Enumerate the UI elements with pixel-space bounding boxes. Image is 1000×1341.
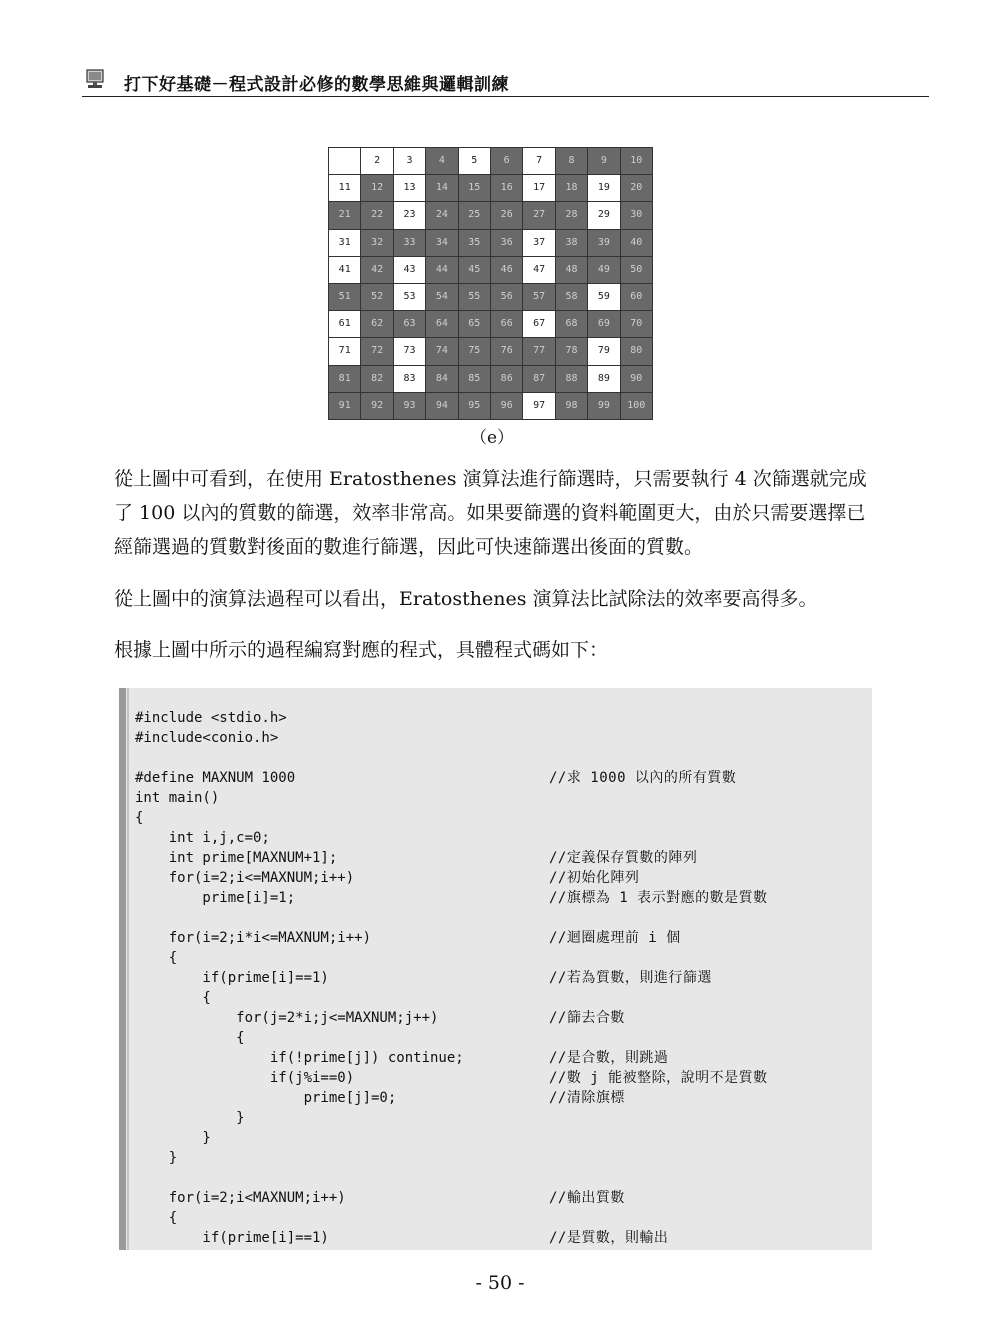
sieve-cell-composite: 90 [621,366,653,393]
code-text: for(j=2*i;j<=MAXNUM;j++) [135,1010,439,1026]
sieve-cell-composite: 32 [361,230,393,257]
sieve-cell-prime: 73 [394,338,426,365]
code-line [135,728,865,748]
paragraph-comparison: 從上圖中的演算法過程可以看出，Eratosthenes 演算法比試除法的效率要高得多。 [114,588,818,610]
code-comment: //輸出質數 [549,1190,625,1206]
sieve-cell-prime: 47 [523,257,555,284]
sieve-cell-prime: 2 [361,148,393,175]
sieve-cell-composite: 18 [556,175,588,202]
sieve-cell-prime: 13 [394,175,426,202]
code-text: for(i=2;i<=MAXNUM;i++) [135,870,355,886]
code-line [135,828,865,848]
sieve-cell-composite: 48 [556,257,588,284]
sieve-cell-composite: 16 [491,175,523,202]
sieve-cell-prime: 89 [588,366,620,393]
sieve-cell-composite: 35 [459,230,491,257]
sieve-cell-composite: 45 [459,257,491,284]
sieve-cell-composite: 15 [459,175,491,202]
code-comment: //旗標為 1 表示對應的數是質數 [549,890,768,906]
code-line [135,968,865,988]
code-comment: //迴圈處理前 i 個 [549,930,681,946]
code-text: if(prime[i]==1) [135,1230,329,1246]
code-comment: //是合數，則跳過 [549,1050,669,1066]
figure-caption: （e） [470,428,515,448]
code-text: if(prime[i]==1) [135,970,329,986]
code-line [135,1188,865,1208]
sieve-cell-composite: 27 [523,202,555,229]
sieve-cell-composite: 86 [491,366,523,393]
code-text: prime[j]=0; [135,1090,397,1106]
code-text: { [135,990,211,1006]
sieve-cell-composite: 96 [491,393,523,420]
code-comment: //清除旗標 [549,1090,625,1106]
sieve-cell-composite: 69 [588,311,620,338]
sieve-cell-prime: 5 [459,148,491,175]
code-text: for(i=2;i<MAXNUM;i++) [135,1190,346,1206]
sieve-cell-prime: 37 [523,230,555,257]
sieve-cell-composite: 38 [556,230,588,257]
sieve-cell-prime: 61 [329,311,361,338]
sieve-cell-composite: 63 [394,311,426,338]
code-line [135,1148,865,1168]
code-line [135,1028,865,1048]
sieve-cell-prime: 7 [523,148,555,175]
sieve-cell-prime: 17 [523,175,555,202]
code-line [135,788,865,808]
sieve-cell-composite: 20 [621,175,653,202]
sieve-cell-empty [329,148,361,175]
book-title: 打下好基礎－程式設計必修的數學思維與邏輯訓練 [124,75,509,95]
code-text: int main() [135,790,220,806]
sieve-cell-composite: 42 [361,257,393,284]
code-text: } [135,1150,178,1166]
code-line [135,1208,865,1228]
code-line [135,748,865,768]
sieve-cell-composite: 52 [361,284,393,311]
sieve-cell-composite: 65 [459,311,491,338]
code-line [135,928,865,948]
code-line [135,888,865,908]
sieve-cell-composite: 24 [426,202,458,229]
sieve-cell-composite: 78 [556,338,588,365]
code-text: { [135,1030,245,1046]
code-text: int i,j,c=0; [135,830,270,846]
sieve-cell-composite: 25 [459,202,491,229]
sieve-cell-composite: 80 [621,338,653,365]
sieve-cell-composite: 75 [459,338,491,365]
code-text: #include <stdio.h> [135,710,287,726]
code-comment: //篩去合數 [549,1010,625,1026]
code-text: { [135,1210,178,1226]
code-line [135,1068,865,1088]
computer-monitor-icon [86,69,104,89]
sieve-cell-composite: 74 [426,338,458,365]
sieve-cell-composite: 10 [621,148,653,175]
code-line [135,908,865,928]
sieve-cell-prime: 11 [329,175,361,202]
code-line [135,1108,865,1128]
sieve-cell-composite: 6 [491,148,523,175]
code-line [135,1128,865,1148]
code-line [135,868,865,888]
sieve-cell-composite: 72 [361,338,393,365]
sieve-cell-composite: 4 [426,148,458,175]
sieve-cell-composite: 91 [329,393,361,420]
code-text: if(!prime[j]) continue; [135,1050,464,1066]
sieve-cell-composite: 40 [621,230,653,257]
code-line [135,768,865,788]
sieve-cell-prime: 29 [588,202,620,229]
sieve-cell-composite: 21 [329,202,361,229]
code-line [135,1008,865,1028]
sieve-cell-composite: 12 [361,175,393,202]
code-comment: //求 1000 以內的所有質數 [549,770,737,786]
sieve-cell-composite: 8 [556,148,588,175]
sieve-cell-prime: 97 [523,393,555,420]
sieve-cell-composite: 28 [556,202,588,229]
sieve-cell-composite: 70 [621,311,653,338]
code-listing-bar-inner [127,688,129,1250]
code-line [135,988,865,1008]
code-line [135,948,865,968]
code-comment: //初始化陣列 [549,870,640,886]
sieve-cell-composite: 50 [621,257,653,284]
code-text: } [135,1110,245,1126]
sieve-cell-composite: 100 [621,393,653,420]
code-lines [135,708,865,1248]
code-listing [119,688,872,1250]
paragraph-code-intro: 根據上圖中所示的過程編寫對應的程式，具體程式碼如下： [114,639,609,661]
sieve-cell-composite: 81 [329,366,361,393]
sieve-cell-prime: 67 [523,311,555,338]
sieve-cell-composite: 82 [361,366,393,393]
sieve-cell-composite: 58 [556,284,588,311]
sieve-cell-composite: 87 [523,366,555,393]
sieve-cell-composite: 54 [426,284,458,311]
sieve-cell-composite: 30 [621,202,653,229]
sieve-cell-prime: 41 [329,257,361,284]
code-line [135,808,865,828]
code-text: { [135,950,178,966]
code-comment: //若為質數，則進行篩選 [549,970,712,986]
sieve-cell-prime: 53 [394,284,426,311]
code-comment: //是質數，則輸出 [549,1230,669,1246]
code-text: prime[i]=1; [135,890,296,906]
sieve-cell-prime: 79 [588,338,620,365]
sieve-cell-composite: 57 [523,284,555,311]
sieve-cell-composite: 60 [621,284,653,311]
sieve-cell-composite: 22 [361,202,393,229]
sieve-cell-composite: 39 [588,230,620,257]
code-line [135,848,865,868]
code-text: } [135,1130,211,1146]
code-text: { [135,810,144,826]
code-text: if(j%i==0) [135,1070,355,1086]
page-number: - 50 - [475,1272,525,1294]
sieve-cell-composite: 95 [459,393,491,420]
sieve-cell-composite: 84 [426,366,458,393]
code-text: int prime[MAXNUM+1]; [135,850,338,866]
sieve-cell-prime: 31 [329,230,361,257]
code-line [135,1088,865,1108]
sieve-cell-composite: 26 [491,202,523,229]
sieve-cell-prime: 71 [329,338,361,365]
code-line [135,1228,865,1248]
sieve-cell-prime: 3 [394,148,426,175]
sieve-cell-prime: 19 [588,175,620,202]
sieve-cell-composite: 9 [588,148,620,175]
sieve-cell-composite: 66 [491,311,523,338]
sieve-cell-prime: 43 [394,257,426,284]
sieve-cell-prime: 59 [588,284,620,311]
code-comment: //數 j 能被整除，說明不是質數 [549,1070,768,1086]
code-text: #include<conio.h> [135,730,279,746]
sieve-grid-figure [328,147,653,420]
sieve-cell-composite: 77 [523,338,555,365]
sieve-cell-composite: 99 [588,393,620,420]
sieve-cell-composite: 98 [556,393,588,420]
sieve-cell-composite: 44 [426,257,458,284]
sieve-cell-composite: 62 [361,311,393,338]
code-comment: //定義保存質數的陣列 [549,850,698,866]
page-header [82,66,929,97]
sieve-cell-composite: 46 [491,257,523,284]
sieve-cell-composite: 14 [426,175,458,202]
sieve-cell-composite: 51 [329,284,361,311]
sieve-cell-composite: 85 [459,366,491,393]
sieve-cell-composite: 34 [426,230,458,257]
sieve-cell-composite: 33 [394,230,426,257]
code-text: for(i=2;i*i<=MAXNUM;i++) [135,930,372,946]
code-line [135,1168,865,1188]
sieve-cell-prime: 83 [394,366,426,393]
sieve-cell-composite: 93 [394,393,426,420]
code-line [135,1048,865,1068]
sieve-cell-composite: 36 [491,230,523,257]
code-line [135,708,865,728]
sieve-cell-composite: 76 [491,338,523,365]
sieve-cell-composite: 55 [459,284,491,311]
code-listing-bar [119,688,126,1250]
sieve-cell-composite: 88 [556,366,588,393]
sieve-cell-composite: 56 [491,284,523,311]
code-text: #define MAXNUM 1000 [135,770,296,786]
sieve-cell-composite: 92 [361,393,393,420]
sieve-cell-prime: 23 [394,202,426,229]
sieve-cell-composite: 68 [556,311,588,338]
sieve-cell-composite: 64 [426,311,458,338]
sieve-cell-composite: 49 [588,257,620,284]
paragraph-sieve-efficiency: 從上圖中可看到，在使用 Eratosthenes 演算法進行篩選時，只需要執行 4 次篩選就完成了 100 以內的質數的篩選，效率非常高。如果要篩選的資料範圍更大，由於只需要選擇已經篩選過的質數對後面的數進行篩選，因此可快速篩選出後面的質數。 [114,468,867,558]
sieve-cell-composite: 94 [426,393,458,420]
